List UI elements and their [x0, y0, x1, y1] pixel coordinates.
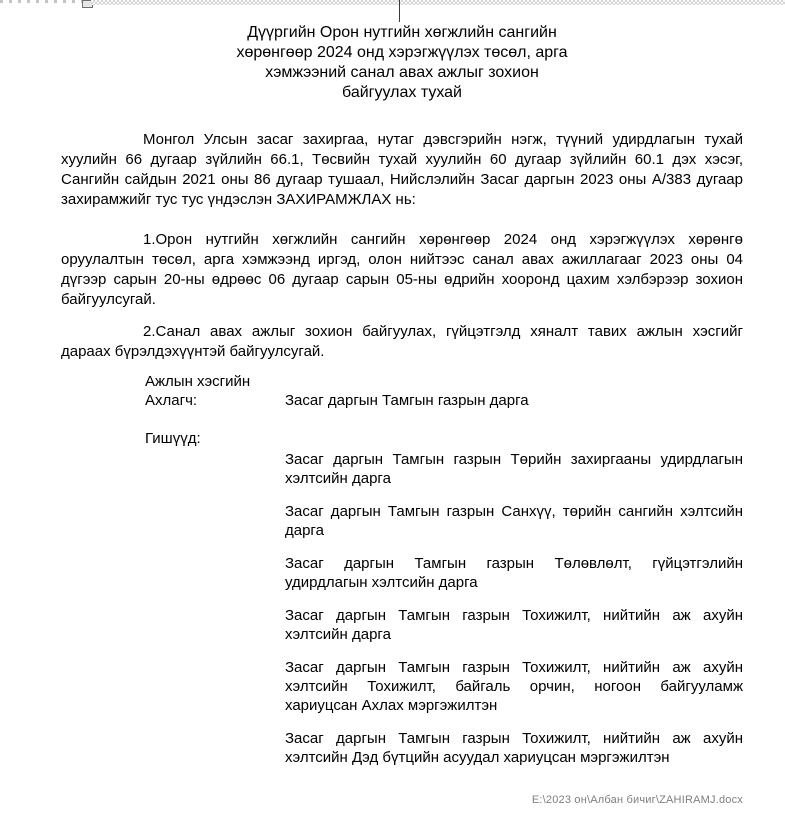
- text-cursor: [399, 0, 400, 22]
- document-body: [61, 23, 743, 781]
- chief-label: Ахлагч:: [145, 392, 198, 409]
- preamble-paragraph: Монгол Улсын засаг захиргаа, нутаг дэвсгэрийн нэгж, түүний удирдлагын тухай хуулийн 66 дугаар зүйлийн 66.1, Төсвийн тухай хуулийн 60 дугаар зүйлийн 60.1 дэх хэсэг, Сангийн сайдын 2021 оны 86 дугаар тушаал, Нийслэлийн Засаг даргын 2023 оны А/383 дугаар захирамжийг тус тус үндэслэн ЗАХИРАМЖЛАХ нь:: [61, 131, 743, 208]
- chief-row: [61, 391, 743, 410]
- members-label: Гишүүд:: [145, 430, 201, 447]
- member-item: Засаг даргын Тамгын газрын Төрийн захиргааны удирдлагын хэлтсийн дарга: [285, 451, 743, 487]
- clause-1-paragraph: 1.Орон нутгийн хөгжлийн сангийн хөрөнгөөр 2024 онд хэрэгжүүлэх хөрөнгө оруулалтын төсөл, арга хэмжээнд иргэд, олон нийтээс санал авах ажиллагааг 2023 оны 04 дүгээр сарын 20-ны өдрөөс 06 дугаар сарын 05-ны өдрийн хооронд цахим хэлбэрээр зохион байгуулсугай.: [61, 231, 743, 308]
- document-title: [61, 23, 743, 103]
- member-item: Засаг даргын Тамгын газрын Тохижилт, нийтийн аж ахуйн хэлтсийн Тохижилт, байгаль орчин, ногоон байгууламж хариуцсан Ахлах мэргэжилтэн: [285, 659, 743, 714]
- member-item: Засаг даргын Тамгын газрын Төлөвлөлт, гүйцэтгэлийн удирдлагын хэлтсийн дарга: [285, 555, 743, 591]
- title-line: хэмжээний санал авах ажлыг зохион: [265, 64, 539, 81]
- working-group-label: Ажлын хэсгийн: [145, 373, 251, 390]
- page-top-dotted-border: [0, 0, 82, 3]
- page-top-checker-border: [91, 0, 785, 5]
- title-line: Дүүргийн Орон нутгийн хөгжлийн сангийн: [247, 24, 557, 41]
- member-item: Засаг даргын Тамгын газрын Тохижилт, нийтийн аж ахуйн хэлтсийн дарга: [285, 607, 743, 643]
- file-path-footer: E:\2023 он\Албан бичиг\ZAHIRAMJ.docx: [531, 794, 743, 806]
- chief-value: Засаг даргын Тамгын газрын дарга: [285, 392, 529, 409]
- title-line: байгуулах тухай: [342, 84, 462, 101]
- working-group-section: [61, 372, 743, 767]
- clause-2-paragraph: 2.Санал авах ажлыг зохион байгуулах, гүйцэтгэлд хяналт тавих ажлын хэсгийг дараах бүрэлдэхүүнтэй байгуулсугай.: [61, 323, 743, 360]
- title-line: хөрөнгөөр 2024 онд хэрэгжүүлэх төсөл, арга: [236, 44, 568, 61]
- members-list: [285, 450, 743, 767]
- member-item: Засаг даргын Тамгын газрын Тохижилт, нийтийн аж ахуйн хэлтсийн Дэд бүтцийн асуудал хариуцсан мэргэжилтэн: [285, 730, 743, 766]
- member-item: Засаг даргын Тамгын газрын Санхүү, төрийн сангийн хэлтсийн дарга: [285, 503, 743, 539]
